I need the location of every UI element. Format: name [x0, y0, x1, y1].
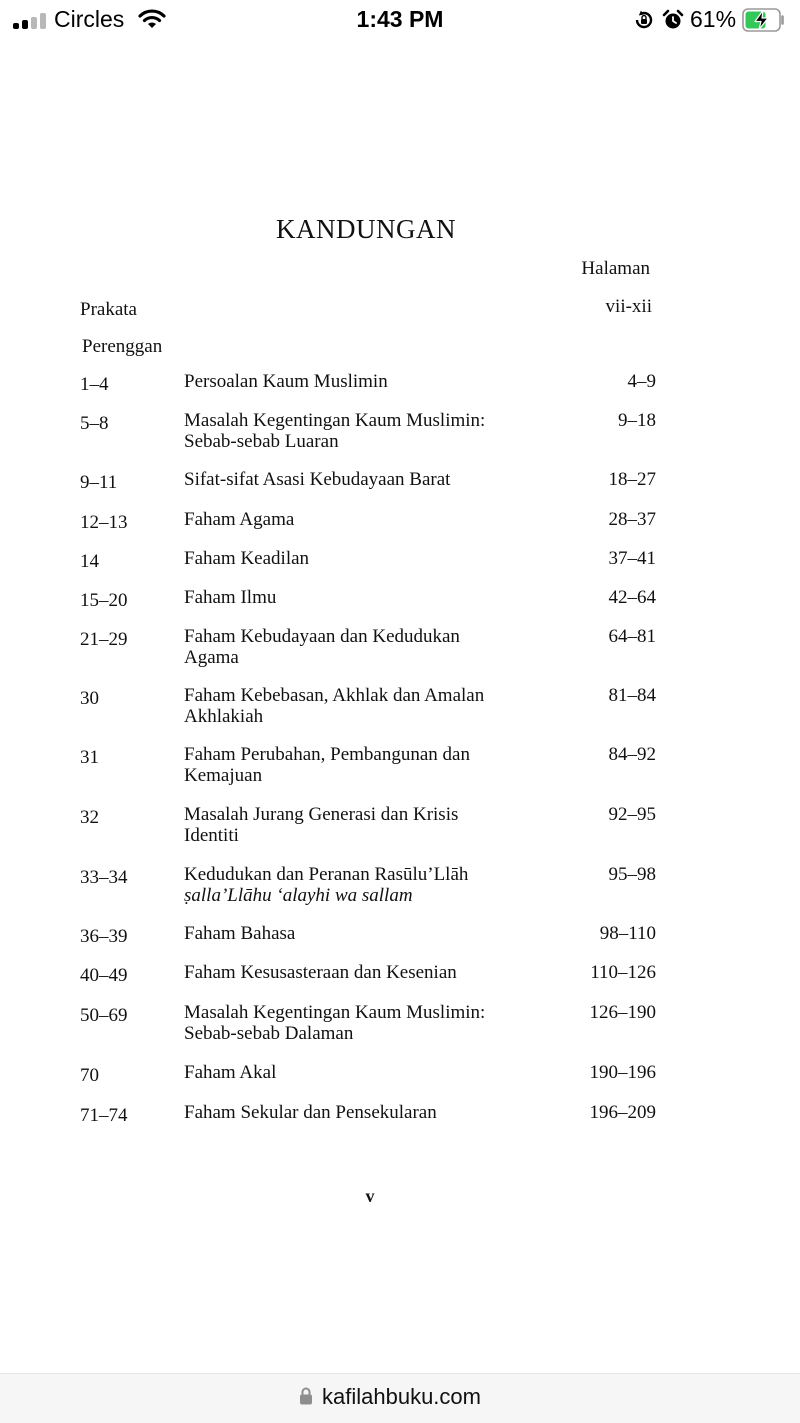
toc-entry-pages: 42–64	[608, 587, 656, 608]
battery-charging-icon	[742, 8, 786, 32]
toc-entry-title-line2: Sebab-sebab Dalaman	[184, 1023, 354, 1044]
page-title: KANDUNGAN	[276, 214, 456, 244]
toc-entry-paragraphs: 32	[80, 807, 99, 828]
toc-entry-paragraphs: 21–29	[80, 629, 128, 650]
toc-entry-paragraphs: 31	[80, 747, 99, 768]
toc-entry-title-line1: Faham Kebebasan, Akhlak dan Amalan	[184, 685, 485, 706]
toc-entry-paragraphs: 40–49	[80, 965, 128, 986]
toc-entry-title-line1: Faham Ilmu	[184, 587, 277, 608]
toc-entry-paragraphs: 70	[80, 1065, 99, 1086]
toc-entry-title-line1: Persoalan Kaum Muslimin	[184, 371, 388, 392]
toc-entry-paragraphs: 36–39	[80, 926, 128, 947]
toc-entry-pages: 18–27	[608, 469, 656, 490]
toc-entry-title-line1: Masalah Jurang Generasi dan Krisis	[184, 804, 459, 825]
toc-entry-title	[184, 1062, 564, 1083]
toc-entry-title-line2: Sebab-sebab Luaran	[184, 431, 339, 452]
toc-entry-paragraphs: 12–13	[80, 512, 128, 533]
toc-entry-title-line2: Identiti	[184, 825, 239, 846]
toc-entry-title	[184, 804, 564, 846]
section-label: Perenggan	[82, 336, 163, 357]
toc-entry-pages: 95–98	[608, 864, 656, 885]
toc-entry-title	[184, 587, 564, 608]
toc-entry-pages: 190–196	[589, 1062, 656, 1083]
rotation-lock-icon	[633, 9, 655, 31]
pages-column-header: Halaman	[581, 258, 650, 279]
url-bar[interactable]	[0, 1373, 800, 1423]
toc-entry-pages: 37–41	[608, 548, 656, 569]
alarm-icon	[662, 9, 684, 31]
toc-entry-title-line1: Kedudukan dan Peranan Rasūlu’Llāh	[184, 864, 469, 885]
toc-entry-title	[184, 923, 564, 944]
lock-icon	[299, 1387, 313, 1405]
toc-entry-title-line1: Faham Keadilan	[184, 548, 310, 569]
toc-entry-paragraphs: 5–8	[80, 413, 109, 434]
toc-entry-pages: 9–18	[618, 410, 656, 431]
toc-entry-title	[184, 1102, 564, 1123]
toc-entry-title	[184, 371, 564, 392]
toc-entry-title-line1: Faham Sekular dan Pensekularan	[184, 1102, 437, 1123]
toc-entry-title	[184, 469, 564, 490]
toc-entry-pages: 81–84	[608, 685, 656, 706]
battery-percent: 61%	[690, 6, 737, 32]
url-text[interactable]: kafilahbuku.com	[322, 1384, 481, 1409]
toc-entry-pages: 4–9	[627, 371, 656, 392]
toc-entry-title-line1: Faham Perubahan, Pembangunan dan	[184, 744, 470, 765]
preface-label: Prakata	[80, 299, 137, 320]
toc-entry-title-line1: Sifat-sifat Asasi Kebudayaan Barat	[184, 469, 451, 490]
toc-entry-paragraphs: 15–20	[80, 590, 128, 611]
toc-entry-paragraphs: 71–74	[80, 1105, 128, 1126]
toc-entry-title-line2: Agama	[184, 647, 239, 668]
toc-entry-paragraphs: 50–69	[80, 1005, 128, 1026]
toc-entry-paragraphs: 1–4	[80, 374, 109, 395]
toc-entry-title	[184, 509, 564, 530]
toc-entry-title-line1: Masalah Kegentingan Kaum Muslimin:	[184, 410, 486, 431]
clock: 1:43 PM	[356, 6, 444, 32]
toc-entry-title-line1: Faham Agama	[184, 509, 295, 530]
toc-entry-paragraphs: 9–11	[80, 472, 118, 493]
page-number: v	[365, 1186, 375, 1206]
toc-entry-pages: 110–126	[590, 962, 656, 983]
toc-entry-title-line2: ṣalla’Llāhu ‘alayhi wa sallam	[184, 885, 413, 906]
toc-entry-title-line1: Masalah Kegentingan Kaum Muslimin:	[184, 1002, 486, 1023]
toc-entry-title	[184, 410, 564, 452]
toc-entry-title-line1: Faham Kesusasteraan dan Kesenian	[184, 962, 457, 983]
toc-entry-title	[184, 962, 564, 983]
toc-entry-pages: 98–110	[599, 923, 656, 944]
toc-entry-title-line1: Faham Bahasa	[184, 923, 296, 944]
toc-entry-pages: 64–81	[608, 626, 656, 647]
toc-entry-title	[184, 864, 564, 906]
toc-entry-title	[184, 744, 564, 786]
toc-entry-pages: 196–209	[589, 1102, 656, 1123]
toc-entry-pages: 126–190	[589, 1002, 656, 1023]
preface-pages: vii-xii	[605, 296, 652, 317]
toc-entry-title	[184, 548, 564, 569]
toc-entry-title-line2: Akhlakiah	[184, 706, 264, 727]
toc-entry-pages: 84–92	[608, 744, 656, 765]
status-bar	[0, 0, 800, 44]
toc-entry-title-line1: Faham Kebudayaan dan Kedudukan	[184, 626, 460, 647]
toc-entry-title-line1: Faham Akal	[184, 1062, 277, 1083]
toc-entry-paragraphs: 30	[80, 688, 99, 709]
toc-entry-paragraphs: 14	[80, 551, 99, 572]
toc-entry-title	[184, 1002, 564, 1044]
toc-entry-pages: 28–37	[608, 509, 656, 530]
toc-entry-pages: 92–95	[608, 804, 656, 825]
toc-entry-title	[184, 626, 564, 668]
toc-entry-paragraphs: 33–34	[80, 867, 128, 888]
toc-entry-title-line2: Kemajuan	[184, 765, 263, 786]
carrier-name: Circles	[54, 6, 125, 32]
toc-entry-title	[184, 685, 564, 727]
